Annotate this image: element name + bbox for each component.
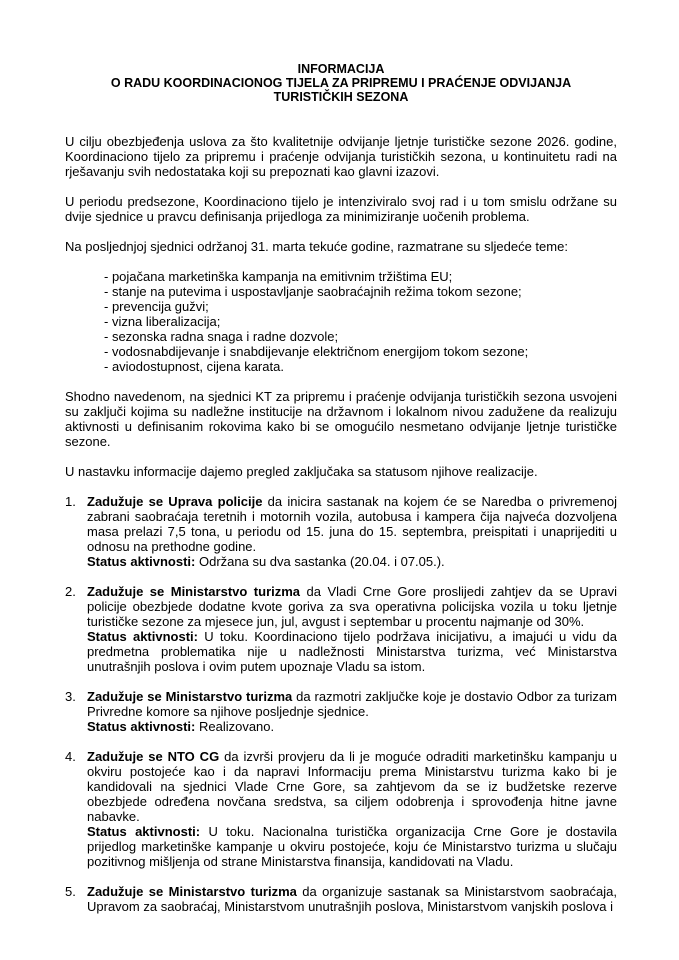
intro-paragraph-1: U cilju obezbjeđenja uslova za što kvalitetnije odvijanje ljetnje turističke sezone 2026. godine, Koordinaciono tijelo za pripremu i praćenje odvijanja turističkih sezona, u kontinuitetu radi na rješavanju svih nedostataka koji su prepoznati kao glavni izazovi. xyxy=(65,134,617,179)
item-text: da organizuje sastanak sa Ministarstvom saobraćaja, Upravom za saobraćaj, Ministarstvom unutrašnjih poslova, Ministarstvom vanjskih poslova i xyxy=(87,884,618,914)
status-label: Status aktivnosti: xyxy=(87,719,196,734)
item-number: 3. xyxy=(65,689,76,704)
item-number: 5. xyxy=(65,884,76,899)
status-text: U toku. Nacionalna turistička organizacija Crne Gore je dostavila prijedlog marketinške kampanje u okviru postojeće, koju će Ministarstvo turizma u slučaju pozitivnog mišljenja od strane Ministarstva finansija, kandidovati na Vladu. xyxy=(87,824,617,869)
item-text: da izvrši provjeru da li je moguće odraditi marketinšku kampanju u okviru postojeće kao i da napravi Informaciju prema Ministarstvu turizma kako bi je kandidovali na sjednici Vlade Crne Gore, sa zahtjevom da se iz budžetske rezerve obezbjede određena novčana sredstva, sa ciljem odobrenja i sprovođenja hitne javne nabavke. xyxy=(87,749,617,824)
item-text: da razmotri zaključke koje je dostavio Odbor za turizam Privredne komore sa njihove posljednje sjednice. xyxy=(87,689,617,719)
title-line-3: TURISTIČKIH SEZONA xyxy=(273,90,409,104)
item-lead: Zadužuje se Ministarstvo turizma xyxy=(87,584,301,599)
item-lead: Zadužuje se Ministarstvo turizma xyxy=(87,689,293,704)
conclusion-item-4 xyxy=(65,749,617,869)
item-lead: Zadužuje se Uprava policije xyxy=(87,494,263,509)
status-text: Održana su dva sastanka (20.04. i 07.05.). xyxy=(195,554,445,569)
document-title xyxy=(65,62,617,104)
intro-paragraph-3: Na posljednjoj sjednici održanoj 31. marta tekuće godine, razmatrane su sljedeće teme: xyxy=(65,239,568,254)
list-item: - vodosnabdijevanje i snabdijevanje električnom energijom tokom sezone; xyxy=(104,344,529,359)
status-label: Status aktivnosti: xyxy=(87,554,196,569)
conclusion-item-3 xyxy=(65,689,617,734)
list-item: - sezonska radna snaga i radne dozvole; xyxy=(104,329,339,344)
status-label: Status aktivnosti: xyxy=(87,824,201,839)
conclusion-item-2 xyxy=(65,584,617,674)
conclusions-adopted-paragraph: Shodno navedenom, na sjednici KT za pripremu i praćenje odvijanja turističkih sezona usvojeni su zaključi kojima su nadležne institucije na državnom i lokalnom nivou zadužene da realizuju aktivnosti u definisanim rokovima kako bi se omogućilo nesmetano odvijanje ljetnje turističke sezone. xyxy=(65,389,617,449)
conclusion-item-5 xyxy=(65,884,617,914)
item-number: 1. xyxy=(65,494,76,509)
list-item: - vizna liberalizacija; xyxy=(104,314,221,329)
title-line-1: INFORMACIJA xyxy=(297,62,385,76)
topics-list xyxy=(65,269,617,374)
list-item: - prevencija gužvi; xyxy=(104,299,209,314)
status-text: Realizovano. xyxy=(195,719,275,734)
item-number: 4. xyxy=(65,749,76,764)
conclusions-list xyxy=(65,494,617,914)
list-item: - stanje na putevima i uspostavljanje saobraćajnih režima tokom sezone; xyxy=(104,284,522,299)
status-label: Status aktivnosti: xyxy=(87,629,198,644)
intro-paragraph-2: U periodu predsezone, Koordinaciono tijelo je intenziviralo svoj rad i u tom smislu održane su dvije sjednice u pravcu definisanja prijedloga za minimiziranje uočenih problema. xyxy=(65,194,617,224)
conclusion-item-1 xyxy=(65,494,617,569)
list-item: - aviodostupnost, cijena karata. xyxy=(104,359,284,374)
status-text: U toku. Koordinaciono tijelo podržava inicijativu, a imajući u vidu da predmetna problematika nije u nadležnosti Ministarstva turizma, već Ministarstva unutrašnjih poslova i ovim putem upoznaje Vladu sa istom. xyxy=(87,629,617,674)
overview-paragraph: U nastavku informacije dajemo pregled zaključaka sa statusom njihove realizacije. xyxy=(65,464,538,479)
list-item: - pojačana marketinška kampanja na emitivnim tržištima EU; xyxy=(104,269,453,284)
item-text: da Vladi Crne Gore proslijedi zahtjev da se Upravi policije obezbjede dodatne kvote goriva za sva operativna policijska vozila u toku ljetnje turističke sezone za mjesece jun, jul, avgust i septembar u procentu najmanje od 30%. xyxy=(87,584,617,629)
item-lead: Zadužuje se NTO CG xyxy=(87,749,220,764)
item-number: 2. xyxy=(65,584,76,599)
title-line-2: O RADU KOORDINACIONOG TIJELA ZA PRIPREMU I PRAĆENJE ODVIJANJA xyxy=(110,76,572,90)
item-lead: Zadužuje se Ministarstvo turizma xyxy=(87,884,297,899)
item-text: da inicira sastanak na kojem će se Naredba o privremenoj zabrani saobraćaja teretnih i motornih vozila, autobusa i kampera čija najveća dozvoljena masa prelazi 7,5 tona, u periodu od 15. juna do 15. septembra, preispitati i unaprijediti u odnosu na prethodne godine. xyxy=(87,494,617,554)
